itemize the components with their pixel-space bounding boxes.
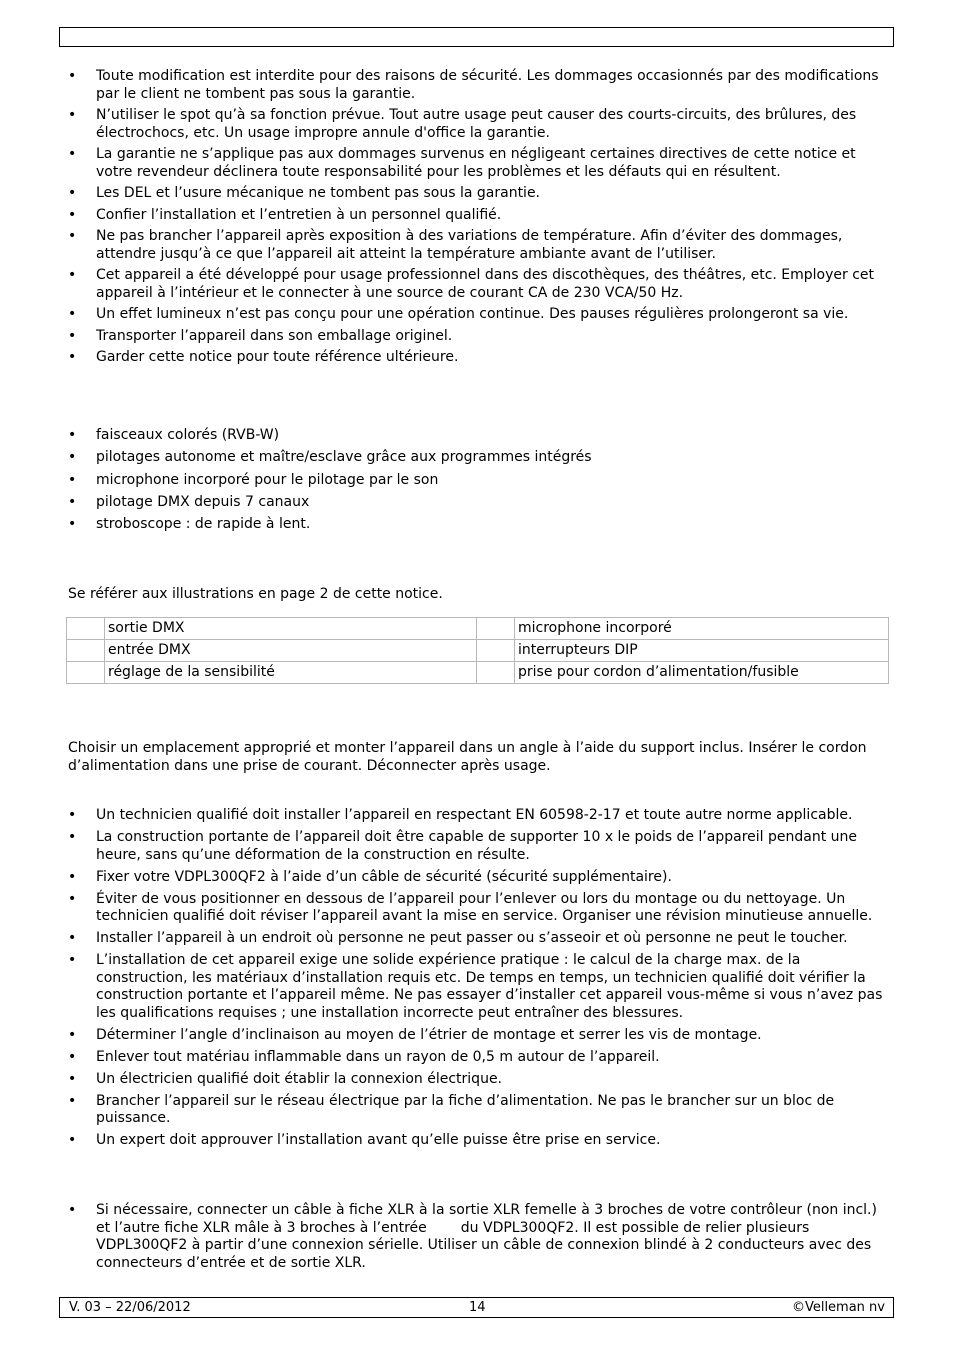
legend-label: prise pour cordon d’alimentation/fusible xyxy=(515,662,889,684)
safety-list xyxy=(68,68,886,371)
list-item: • Un technicien qualifié doit installer l’appareil en respectant EN 60598-2-17 et toute autre norme applicable. xyxy=(68,807,886,825)
footer-copyright: ©Velleman nv xyxy=(791,1300,885,1315)
setup-text: Choisir un emplacement approprié et monter l’appareil dans un angle à l’aide du support inclus. Insérer le cordon d’alimentation dans une prise de courant. Déconnecter après usage. xyxy=(68,740,867,774)
table-row xyxy=(67,618,889,640)
list-item: • Transporter l’appareil dans son emballage originel. xyxy=(68,328,886,346)
list-item: • pilotage DMX depuis 7 canaux xyxy=(68,494,886,512)
list-item: • La construction portante de l’appareil doit être capable de supporter 10 x le poids de l’appareil pendant une heure, sans qu’une déformation de la construction en résulte. xyxy=(68,829,886,864)
list-item xyxy=(68,1202,886,1272)
legend-number xyxy=(477,640,515,662)
list-item: • La garantie ne s’applique pas aux dommages survenus en négligeant certaines directives de cette notice et votre revendeur déclinera toute responsabilité pour les problèmes et les défauts qui en résultent. xyxy=(68,146,886,181)
list-item: • Un effet lumineux n’est pas conçu pour une opération continue. Des pauses régulières prolongeront sa vie. xyxy=(68,306,886,324)
legend-number xyxy=(477,618,515,640)
list-item: • Ne pas brancher l’appareil après exposition à des variations de température. Afin d’éviter des dommages, attendre jusqu’à ce que l’appareil ait atteint la température ambiante avant de l’utiliser. xyxy=(68,228,886,263)
legend-label: entrée DMX xyxy=(105,640,477,662)
legend-number xyxy=(67,618,105,640)
list-item: • pilotages autonome et maître/esclave grâce aux programmes intégrés xyxy=(68,449,886,467)
legend-label: microphone incorporé xyxy=(515,618,889,640)
footer-page-number: 14 xyxy=(469,1300,486,1315)
list-item: • N’utiliser le spot qu’à sa fonction prévue. Tout autre usage peut causer des courts-circuits, des brûlures, des électrochocs, etc. Un usage impropre annule d'office la garantie. xyxy=(68,107,886,142)
list-item: • L’installation de cet appareil exige une solide expérience pratique : le calcul de la charge max. de la construction, les matériaux d’installation requis etc. De temps en temps, un technicien qualifié doit vérifier la construction portante et l’appareil même. Ne pas essayer d’installer cet appareil vous-même si vous n’avez pas les qualifications requises ; une installation incorrecte peut entraîner des blessures. xyxy=(68,952,886,1022)
list-item: • Garder cette notice pour toute référence ultérieure. xyxy=(68,349,886,367)
table-row xyxy=(67,640,889,662)
list-item: • Enlever tout matériau inflammable dans un rayon de 0,5 m autour de l’appareil. xyxy=(68,1049,886,1067)
legend-number xyxy=(67,662,105,684)
list-item: • Fixer votre VDPL300QF2 à l’aide d’un câble de sécurité (sécurité supplémentaire). xyxy=(68,869,886,887)
legend-number xyxy=(67,640,105,662)
footer-version: V. 03 – 22/06/2012 xyxy=(69,1300,191,1315)
legend-label: réglage de la sensibilité xyxy=(105,662,477,684)
list-item: • Un expert doit approuver l’installation avant qu’elle puisse être prise en service. xyxy=(68,1132,886,1150)
legend-label: sortie DMX xyxy=(105,618,477,640)
page-footer xyxy=(59,1297,894,1318)
table-row xyxy=(67,662,889,684)
list-item: • Toute modification est interdite pour des raisons de sécurité. Les dommages occasionnés par des modifications par le client ne tombent pas sous la garantie. xyxy=(68,68,886,103)
list-item: • Éviter de vous positionner en dessous de l’appareil pour l’enlever ou lors du montage ou du nettoyage. Un technicien qualifié doit réviser l’appareil avant la mise en service. Organiser une révision minutieuse annuelle. xyxy=(68,891,886,926)
features-list xyxy=(68,427,886,538)
list-item: • Confier l’installation et l’entretien à un personnel qualifié. xyxy=(68,207,886,225)
overview-text: Se référer aux illustrations en page 2 de cette notice. xyxy=(68,586,443,602)
list-item: • Les DEL et l’usure mécanique ne tombent pas sous la garantie. xyxy=(68,185,886,203)
legend-number xyxy=(477,662,515,684)
page-header-box xyxy=(59,27,894,47)
list-item: • Installer l’appareil à un endroit où personne ne peut passer ou s’asseoir et où personne ne peut le toucher. xyxy=(68,930,886,948)
list-item: • Cet appareil a été développé pour usage professionnel dans des discothèques, des théâtres, etc. Employer cet appareil à l’intérieur et le connecter à une source de courant CA de 230 VCA/50 Hz. xyxy=(68,267,886,302)
list-item: • stroboscope : de rapide à lent. xyxy=(68,516,886,534)
dmx-text-part1: Si nécessaire, connecter un câble à fiche XLR à la sortie XLR femelle à 3 broches de votre contrôleur (non incl.) et l’autre fiche XLR mâle à 3 broches à l’entrée xyxy=(96,1202,877,1236)
list-item: • Brancher l’appareil sur le réseau électrique par la fiche d’alimentation. Ne pas le brancher sur un bloc de puissance. xyxy=(68,1093,886,1128)
list-item: • microphone incorporé pour le pilotage par le son xyxy=(68,472,886,490)
dmx-list xyxy=(68,1202,886,1272)
list-item: • Un électricien qualifié doit établir la connexion électrique. xyxy=(68,1071,886,1089)
legend-table xyxy=(66,617,889,684)
list-item: • Déterminer l’angle d’inclinaison au moyen de l’étrier de montage et serrer les vis de montage. xyxy=(68,1027,886,1045)
dmx-text-part2: du VDPL300QF2. Il est possible de relier plusieurs VDPL300QF2 à partir d’une connexion sérielle. Utiliser un câble de connexion blindé à 2 conducteurs avec des connecteurs d’entrée et de sortie XLR. xyxy=(96,1219,872,1271)
mounting-list xyxy=(68,807,886,1154)
legend-label: interrupteurs DIP xyxy=(515,640,889,662)
list-item: • faisceaux colorés (RVB-W) xyxy=(68,427,886,445)
